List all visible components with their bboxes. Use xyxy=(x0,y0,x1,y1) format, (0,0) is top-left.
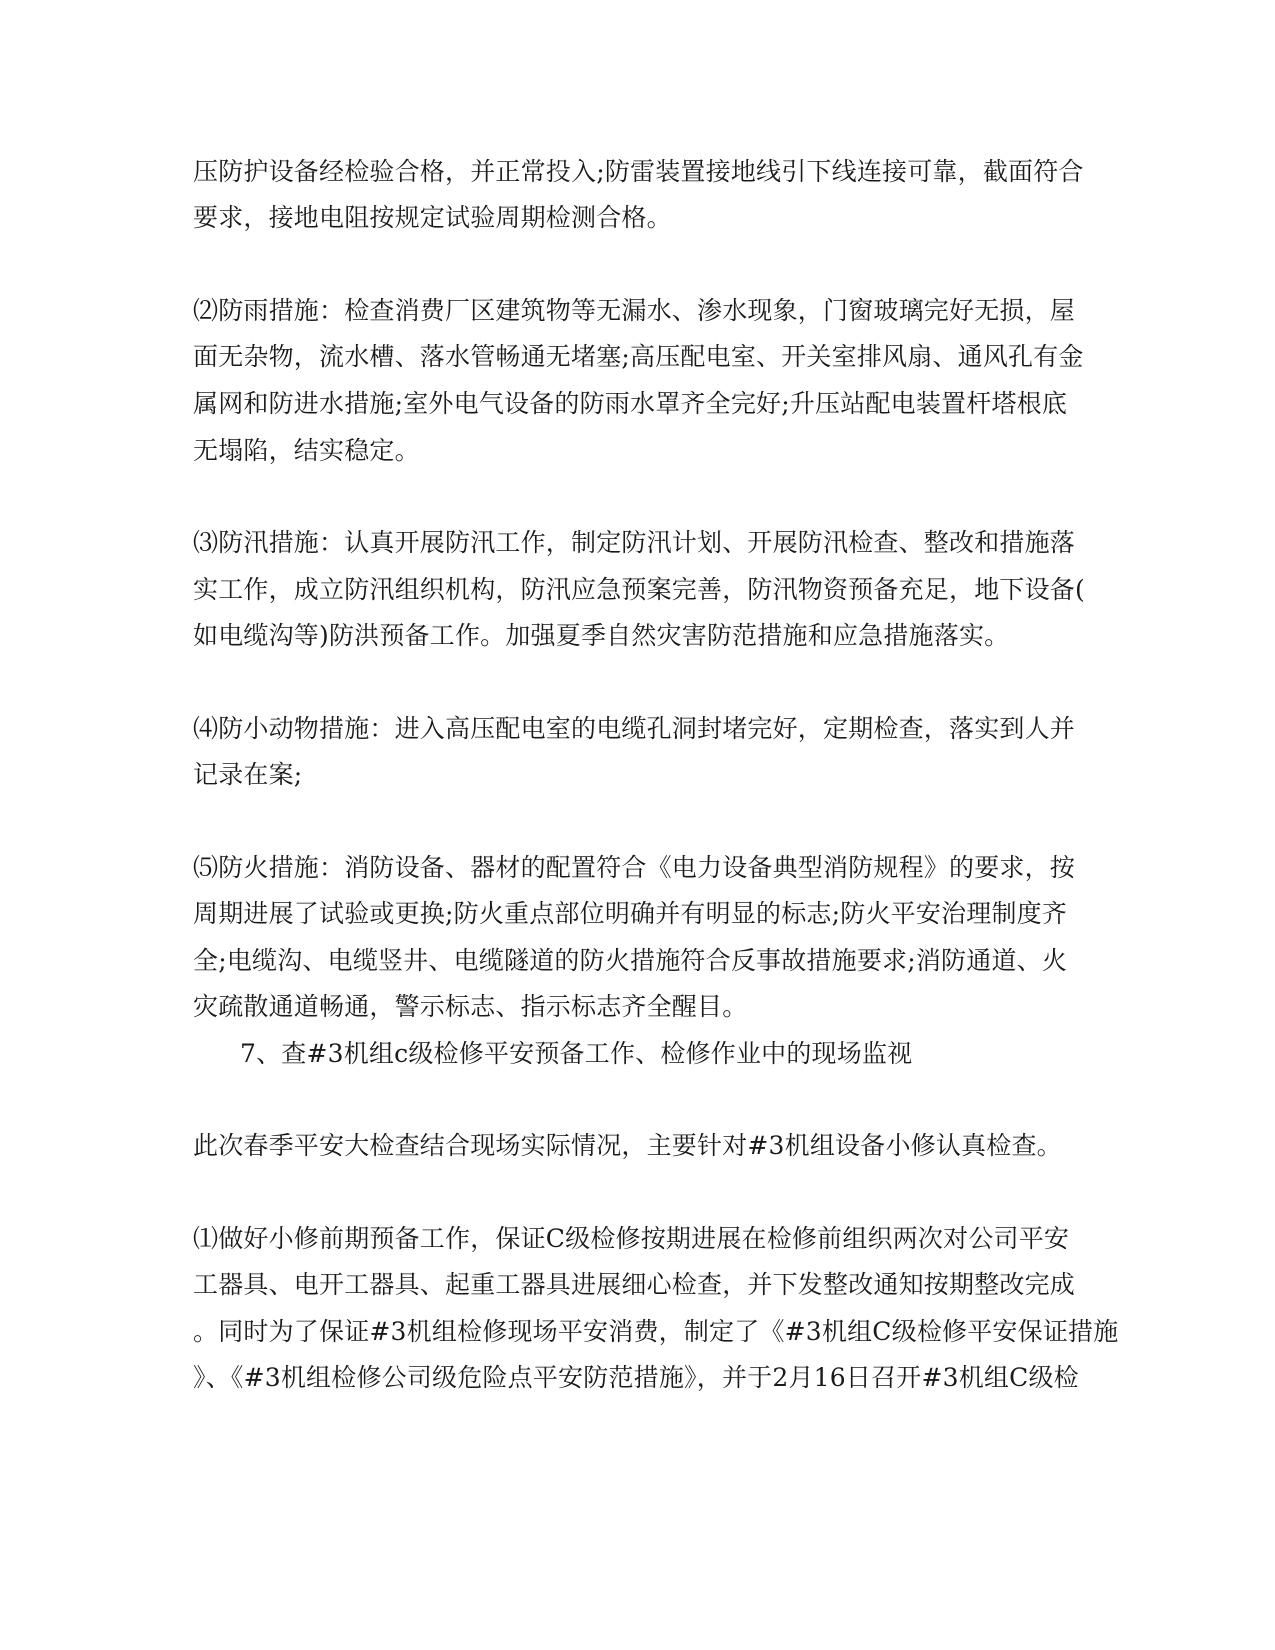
text-line: 要求，接地电阻按规定试验周期检测合格。 xyxy=(193,203,672,232)
text-line: 此次春季平安大检查结合现场实际情况，主要针对#3机组设备小修认真检查。 xyxy=(193,1131,1062,1160)
text-line: ⑷防小动物措施：进入高压配电室的电缆孔洞封堵完好，定期检查，落实到人并 xyxy=(193,714,1076,743)
text-line: 面无杂物，流水槽、落水管畅通无堵塞;高压配电室、开关室排风扇、通风孔有金 xyxy=(193,342,1084,371)
text-line: 灾疏散通道畅通，警示标志、指示标志齐全醒目。 xyxy=(193,992,748,1021)
text-line: 全;电缆沟、电缆竖井、电缆隧道的防火措施符合反事故措施要求;消防通道、火 xyxy=(193,946,1068,975)
text-line: 属网和防进水措施;室外电气设备的防雨水罩齐全完好;升压站配电装置杆塔根底 xyxy=(193,389,1068,418)
text-line: ⑶防汛措施：认真开展防汛工作，制定防汛计划、开展防汛检查、整改和措施落 xyxy=(193,528,1076,557)
text-line: 如电缆沟等)防洪预备工作。加强夏季自然灾害防范措施和应急措施落实。 xyxy=(193,621,1010,650)
text-line: 》、《#3机组检修公司级危险点平安防范措施》，并于2月16日召开#3机组C级检 xyxy=(193,1363,1079,1392)
text-line: 无塌陷，结实稳定。 xyxy=(193,436,420,465)
section-heading: 7、查#3机组c级检修平安预备工作、检修作业中的现场监视 xyxy=(240,1039,913,1068)
text-line: 周期进展了试验或更换;防火重点部位明确并有明显的标志;防火平安治理制度齐 xyxy=(193,899,1068,928)
text-line: ⑵防雨措施：检查消费厂区建筑物等无漏水、渗水现象，门窗玻璃完好无损，屋 xyxy=(193,296,1076,325)
text-line: 记录在案; xyxy=(193,760,303,789)
text-line: ⑸防火措施：消防设备、器材的配置符合《电力设备典型消防规程》的要求，按 xyxy=(193,853,1076,882)
text-line: 工器具、电开工器具、起重工器具进展细心检查，并下发整改通知按期整改完成 xyxy=(193,1270,1076,1299)
text-line: 实工作，成立防汛组织机构，防汛应急预案完善，防汛物资预备充足，地下设备( xyxy=(193,575,1085,604)
text-line: 压防护设备经检验合格，并正常投入;防雷装置接地线引下线连接可靠，截面符合 xyxy=(193,157,1084,186)
text-line: ⑴做好小修前期预备工作，保证C级检修按期进展在检修前组织两次对公司平安 xyxy=(193,1224,1070,1253)
text-line: 。同时为了保证#3机组检修现场平安消费，制定了《#3机组C级检修平安保证措施 xyxy=(193,1317,1119,1346)
